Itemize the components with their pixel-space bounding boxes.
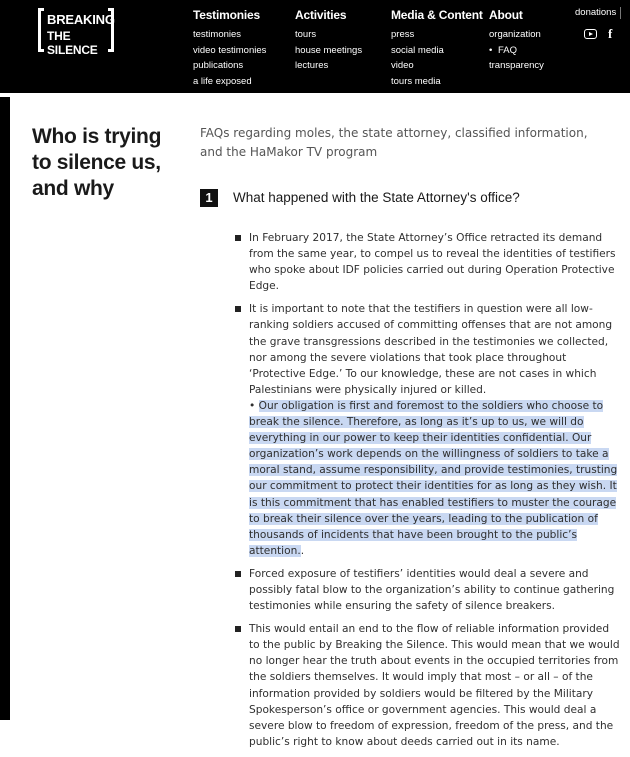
- page-subtitle: FAQs regarding moles, the state attorney, classified information, and the HaMakor TV program: [200, 126, 588, 159]
- nav-column-testimonies: [193, 8, 266, 89]
- question-number-badge: 1: [200, 189, 218, 207]
- answer-paragraph-4: This would entail an end to the flow of reliable information provided to the public by Breaking the Silence. This would mean that we would no longer hear the truth about events in the occupied territories from the soldiers themselves. It would imply that most – or all – of the information provided by soldiers would be filtered by the Military Spokesperson’s office or government agencies. This would deal a severe blow to freedom of expression, freedom of the press, and the public’s right to know about deeds carried out in its name.: [249, 623, 620, 748]
- square-bullet-icon: [235, 306, 241, 312]
- youtube-icon[interactable]: [584, 29, 597, 39]
- nav-link-social-media[interactable]: social media: [391, 44, 444, 56]
- nav-heading-testimonies[interactable]: Testimonies: [193, 8, 260, 22]
- list-item: [233, 230, 621, 294]
- question-title[interactable]: What happened with the State Attorney's office?: [233, 190, 520, 205]
- nav-link-tours-media[interactable]: tours media: [391, 75, 441, 87]
- answer-paragraph-1: In February 2017, the State Attorney’s Office retracted its demand from the same year, to compel us to reveal the identities of testifiers who spoke about IDF policies carried out during Operation Protective Edge.: [249, 232, 616, 293]
- nav-column-media-content: [391, 8, 483, 89]
- list-item: [233, 566, 621, 614]
- nav-heading-activities[interactable]: Activities: [295, 8, 347, 22]
- logo-line-1: BREAKING: [47, 12, 115, 27]
- nav-link-a-life-exposed[interactable]: a life exposed: [193, 75, 252, 87]
- nav-column-about: [489, 8, 544, 74]
- facebook-icon[interactable]: f: [608, 26, 613, 41]
- left-edge-bar: [0, 97, 10, 720]
- logo-left-bracket: [38, 8, 44, 52]
- answer-paragraph-3: Forced exposure of testifiers’ identities would deal a severe and possibly fatal blow to the organization’s ability to continue gathering testimonies while ensuring the safety of silence breakers.: [249, 567, 615, 613]
- site-header: [0, 0, 630, 93]
- nav-link-publications[interactable]: publications: [193, 60, 244, 71]
- answer-body: [233, 230, 621, 757]
- answer-paragraph-2: It is important to note that the testifiers in question were all low-ranking soldiers accused of committing offenses that are not among the grave transgressions described in the testimonies we collected, nor among the severe violations that took place throughout ‘Protective Edge.’ To our knowledge, these are not cases in which Palestinians were physically injured or killed.: [249, 303, 613, 396]
- list-item: [233, 301, 621, 559]
- nav-link-organization[interactable]: organization: [489, 29, 541, 40]
- nav-heading-about[interactable]: About: [489, 8, 523, 22]
- nav-link-house-meetings[interactable]: house meetings: [295, 44, 363, 56]
- nav-link-lectures[interactable]: lectures: [295, 60, 329, 71]
- nav-link-testimonies[interactable]: testimonies: [193, 29, 242, 40]
- header-divider: [620, 7, 621, 19]
- nav-link-tours[interactable]: tours: [295, 29, 317, 40]
- list-item: [233, 621, 621, 750]
- donations-link[interactable]: donations: [575, 7, 617, 18]
- square-bullet-icon: [235, 571, 241, 577]
- nav-link-press[interactable]: press: [391, 29, 415, 40]
- trailing-period: .: [300, 544, 305, 557]
- logo-line-2: THE SILENCE: [47, 29, 98, 57]
- nav-heading-media-content[interactable]: Media & Content: [391, 8, 483, 22]
- inline-bullet-icon: •: [249, 399, 256, 412]
- active-bullet-icon: •: [489, 44, 493, 56]
- nav-link-video[interactable]: video: [391, 60, 414, 71]
- highlighted-passage: [249, 398, 621, 559]
- nav-link-faq-active[interactable]: [489, 43, 544, 59]
- breaking-the-silence-logo[interactable]: [38, 8, 115, 57]
- nav-link-video-testimonies[interactable]: video testimonies: [193, 44, 267, 56]
- selected-text[interactable]: Our obligation is first and foremost to the soldiers who choose to break the silence. Therefore, as long as it’s up to us, we will do everything in our power to keep their identities confidential. Our organization’s work depends on the willingness of soldiers to take a moral stand, assume responsibility, and provide testimonies, trusting our commitment to protect their identities for as long as they wish. It is this commitment that has enabled testifiers to muster the courage to break their silence over the years, leading to the publication of thousands of incidents that have been brought to the public’s attention.: [249, 399, 618, 557]
- page-title: Who is trying to silence us, and why: [32, 125, 162, 200]
- square-bullet-icon: [235, 626, 241, 632]
- logo-right-bracket: [108, 8, 114, 52]
- nav-link-faq-label: FAQ: [498, 44, 518, 56]
- square-bullet-icon: [235, 235, 241, 241]
- nav-column-activities: [295, 8, 362, 74]
- nav-link-transparency[interactable]: transparency: [489, 60, 544, 71]
